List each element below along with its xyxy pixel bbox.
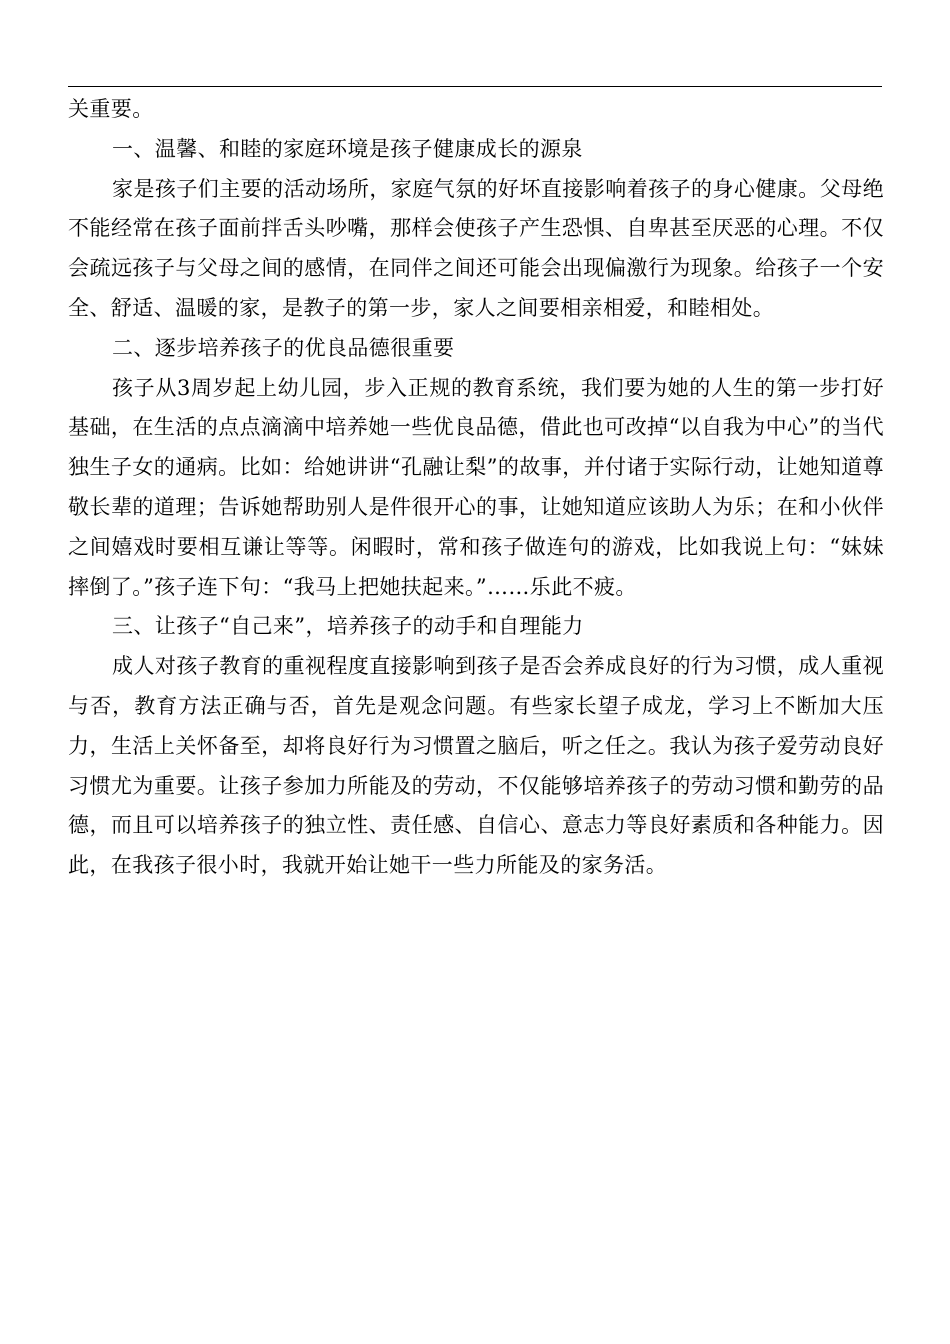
document-body	[68, 90, 884, 886]
section-heading-2: 二、逐步培养孩子的优良品德很重要	[112, 335, 455, 360]
paragraph-moral-character: 孩子从3周岁起上幼儿园，步入正规的教育系统，我们要为她的人生的第一步打好基础，在生活的点点滴滴中培养她一些优良品德，借此也可改掉“以自我为中心”的当代独生子女的通病。比如：给她讲讲“孔融让梨”的故事，并付诸于实际行动，让她知道尊敬长辈的道理；告诉她帮助别人是件很开心的事，让她知道应该助人为乐；在和小伙伴之间嬉戏时要相互谦让等等。闲暇时，常和孩子做连句的游戏，比如我说上句：“妹妹摔倒了。”孩子连下句：“我马上把她扶起来。”……乐此不疲。	[68, 375, 884, 599]
paragraph-continuation: 关重要。	[68, 97, 154, 121]
paragraph-self-care: 成人对孩子教育的重视程度直接影响到孩子是否会养成良好的行为习惯，成人重视与否，教育方法正确与否，首先是观念问题。有些家长望子成龙，学习上不断加大压力，生活上关怀备至，却将良好行为习惯置之脑后，听之任之。我认为孩子爱劳动良好习惯尤为重要。让孩子参加力所能及的劳动，不仅能够培养孩子的劳动习惯和勤劳的品德，而且可以培养孩子的独立性、责任感、自信心、意志力等良好素质和各种能力。因此，在我孩子很小时，我就开始让她干一些力所能及的家务活。	[68, 654, 884, 878]
section-heading-1: 一、温馨、和睦的家庭环境是孩子健康成长的源泉	[112, 136, 583, 161]
paragraph-family-environment: 家是孩子们主要的活动场所，家庭气氛的好坏直接影响着孩子的身心健康。父母绝不能经常在孩子面前拌舌头吵嘴，那样会使孩子产生恐惧、自卑甚至厌恶的心理。不仅会疏远孩子与父母之间的感情，在同伴之间还可能会出现偏激行为现象。给孩子一个安全、舒适、温暖的家，是教子的第一步，家人之间要相亲相爱，和睦相处。	[68, 176, 884, 320]
section-heading-3: 三、让孩子“自己来”，培养孩子的动手和自理能力	[112, 614, 584, 639]
header-rule	[68, 86, 882, 87]
